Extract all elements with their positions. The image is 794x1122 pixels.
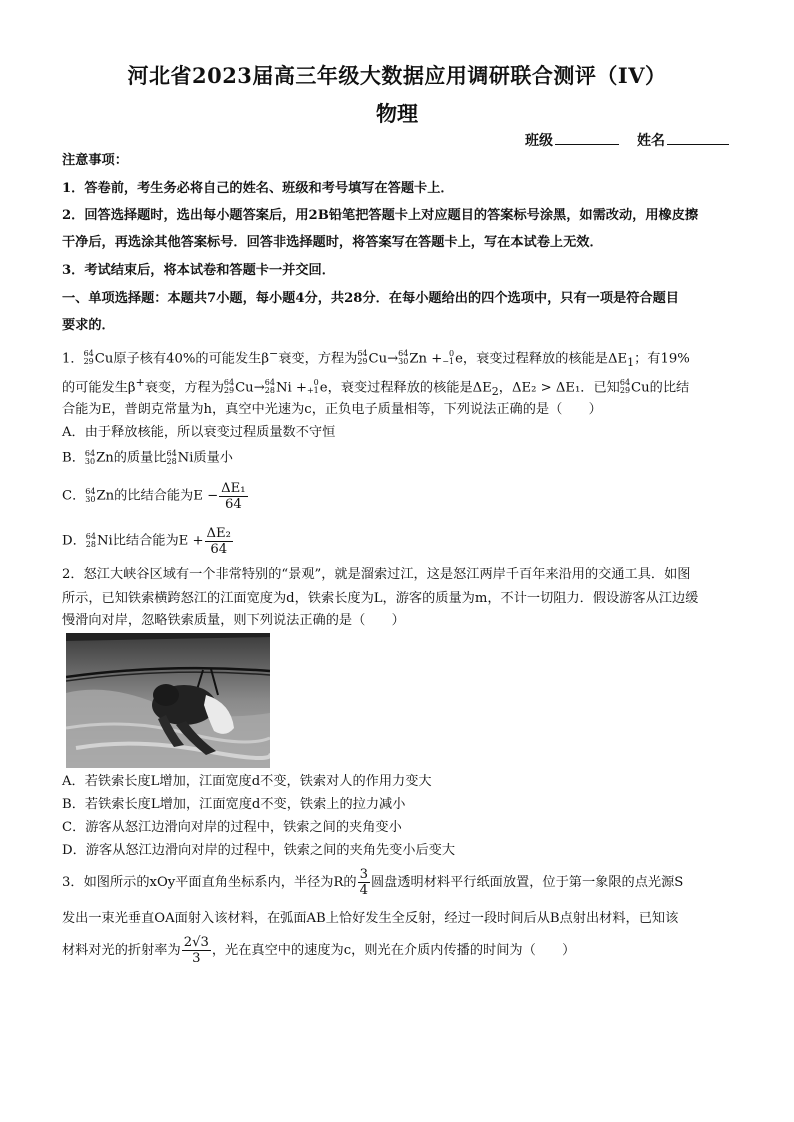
exam-title: 河北省2023届高三年级大数据应用调研联合测评（IV） — [127, 63, 667, 88]
student-info — [525, 130, 729, 150]
fraction-c: $\frac{\text{ΔE₁}}{64}$ — [221, 480, 246, 512]
notice-item-2-cont: 干净后，再选涂其他答案标号．回答非选择题时，将答案写在答题卡上，写在本试卷上无效． — [62, 235, 603, 250]
fraction-three-quarters: $\frac{3}{4}$ — [359, 867, 368, 898]
notice-item-3: 3．考试结束后，将本试卷和答题卡一并交回． — [62, 263, 335, 278]
q2-line-1: 2．怒江大峡谷区域有一个非常特别的“景观”，就是溜索过江，这是怒江两岸千百年来沿用的交通工具．如图 — [62, 567, 691, 582]
q2-option-d[interactable]: D．游客从怒江边滑向对岸的过程中，铁索之间的夹角先变小后变大 — [62, 843, 456, 858]
notice-item-1: 1．答卷前，考生务必将自己的姓名、班级和考号填写在答题卡上． — [62, 181, 454, 196]
nuclide-cu: 64 29 — [83, 349, 94, 367]
q3-line-1: 3．如图所示的xOy平面直角坐标系内，半径为R的 $\frac{3}{4}$ 圆盘透明材料平行纸面放置，位于第一象限的点光源S — [62, 867, 684, 898]
q2-line-2: 所示，已知铁索横跨怒江的江面宽度为d，铁索长度为L，游客的质量为m，不计一切阻力．假设游客从江边缓 — [62, 591, 699, 606]
class-field[interactable] — [555, 131, 619, 145]
notice-heading: 注意事项： — [62, 153, 128, 168]
zipline-photo — [66, 633, 270, 768]
q1-line-1: 1． 64 29 Cu原子核有40%的可能发生β−衰变，方程为 64 29 Cu→ 64 30 Zn + 0 −1 e，衰变过程释放的核能是$\Delta E_1$；有19% — [62, 347, 690, 370]
name-field[interactable] — [667, 131, 729, 145]
class-label: 班级 — [525, 133, 553, 149]
section1-heading-cont: 要求的． — [62, 318, 115, 333]
q1-option-c[interactable]: C． 64 30 Zn的比结合能为E − $\frac{\text{ΔE₁}}{64}$ — [62, 480, 246, 512]
q1-option-a[interactable]: A．由于释放核能，所以衰变过程质量数不守恒 — [62, 425, 336, 440]
q2-option-c[interactable]: C．游客从怒江边滑向对岸的过程中，铁索之间的夹角变小 — [62, 820, 402, 835]
q1-option-b[interactable]: B． 64 30 Zn的质量比 64 28 Ni质量小 — [62, 448, 233, 466]
q2-option-b[interactable]: B．若铁索长度L增加，江面宽度d不变，铁索上的拉力减小 — [62, 797, 406, 812]
q1-option-d[interactable]: D． 64 28 Ni比结合能为E + $\frac{\text{ΔE₂}}{64}$ — [62, 525, 231, 557]
exam-subject: 物理 — [376, 101, 418, 126]
fraction-refractive-index: $\frac{2√3}{3}$ — [183, 935, 209, 966]
q3-line-3: 材料对光的折射率为 $\frac{2√3}{3}$ ，光在真空中的速度为c，则光在介质内传播的时间为（ ） — [62, 935, 576, 966]
q1-line-3: 合能为E，普朗克常量为h，真空中光速为c，正负电子质量相等，下列说法正确的是（ ） — [62, 402, 602, 417]
q2-option-a[interactable]: A．若铁索长度L增加，江面宽度d不变，铁索对人的作用力变大 — [62, 774, 432, 789]
notice-item-2: 2．回答选择题时，选出每小题答案后，用2B铅笔把答题卡上对应题目的答案标号涂黑，如需改动，用橡皮擦 — [62, 208, 699, 223]
fraction-d: $\frac{\text{ΔE₂}}{64}$ — [206, 525, 231, 557]
q2-line-3: 慢滑向对岸，忽略铁索质量，则下列说法正确的是（ ） — [62, 613, 405, 628]
name-label: 姓名 — [637, 133, 665, 149]
q1-line-2: 的可能发生β+衰变，方程为 64 29 Cu→ 64 28 Ni + 0 +1 e，衰变过程释放的核能是$\Delta E_2$，ΔE₂ > ΔE₁．已知 64 29 Cu的比结 — [62, 376, 690, 399]
section1-heading: 一、单项选择题：本题共7小题，每小题4分，共28分．在每小题给出的四个选项中，只有一项是符合题目 — [62, 291, 679, 306]
q3-line-2: 发出一束光垂直OA面射入该材料，在弧面AB上恰好发生全反射，经过一段时间后从B点射出材料，已知该 — [62, 911, 679, 926]
